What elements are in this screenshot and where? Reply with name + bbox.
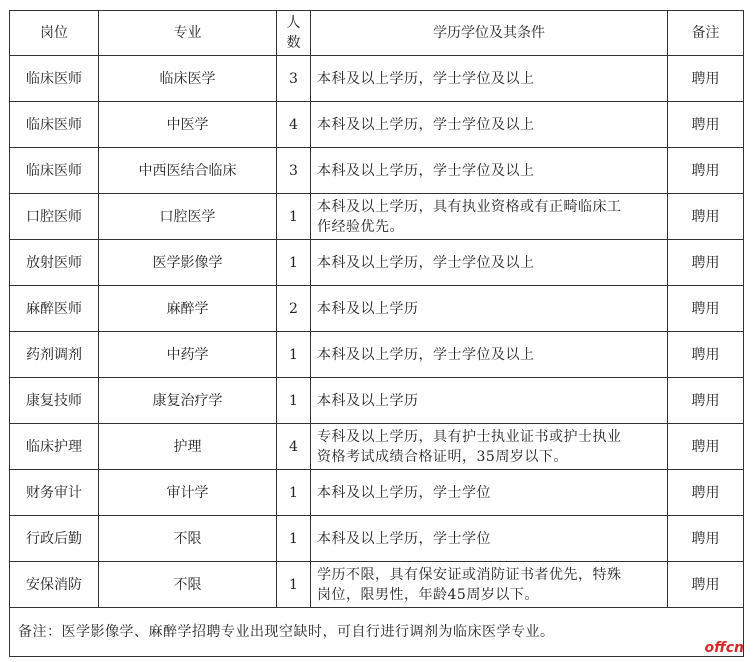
cell-remark: 聘用 — [668, 194, 744, 240]
cell-requirements — [311, 516, 668, 562]
cell-post: 药剂调剂 — [10, 332, 99, 378]
cell-count: 1 — [277, 194, 311, 240]
cell-count: 1 — [277, 240, 311, 286]
cell-count: 1 — [277, 470, 311, 516]
table-row — [10, 516, 744, 562]
cell-count: 1 — [277, 378, 311, 424]
cell-major: 护理 — [99, 424, 277, 470]
cell-count: 4 — [277, 424, 311, 470]
requirements-line: 本科及以上学历，具有执业资格或有正畸临床工 — [317, 198, 622, 215]
requirements-line: 本科及以上学历，学士学位及以上 — [317, 70, 535, 87]
table-row — [10, 562, 744, 608]
cell-requirements — [311, 424, 668, 470]
cell-post: 临床医师 — [10, 56, 99, 102]
cell-remark: 聘用 — [668, 240, 744, 286]
requirements-line: 专科及以上学历，具有护士执业证书或护士执业 — [317, 428, 622, 445]
cell-count: 3 — [277, 56, 311, 102]
table-row — [10, 194, 744, 240]
cell-remark: 聘用 — [668, 102, 744, 148]
requirements-line: 作经验优先。 — [317, 218, 404, 235]
cell-requirements — [311, 194, 668, 240]
requirements-line: 岗位，限男性，年龄45周岁以下。 — [317, 586, 539, 603]
cell-major: 麻醉学 — [99, 286, 277, 332]
header-count — [277, 11, 311, 56]
table-row — [10, 148, 744, 194]
cell-requirements — [311, 378, 668, 424]
cell-major: 中西医结合临床 — [99, 148, 277, 194]
cell-post: 财务审计 — [10, 470, 99, 516]
cell-requirements — [311, 332, 668, 378]
requirements-line: 学历不限，具有保安证或消防证书者优先，特殊 — [317, 566, 622, 583]
cell-requirements — [311, 56, 668, 102]
cell-count: 3 — [277, 148, 311, 194]
cell-post: 康复技师 — [10, 378, 99, 424]
cell-requirements — [311, 240, 668, 286]
requirements-line: 本科及以上学历，学士学位及以上 — [317, 346, 535, 363]
cell-requirements — [311, 102, 668, 148]
cell-remark: 聘用 — [668, 148, 744, 194]
header-major: 专业 — [99, 11, 277, 56]
table-row — [10, 240, 744, 286]
cell-remark: 聘用 — [668, 470, 744, 516]
cell-post: 临床医师 — [10, 148, 99, 194]
requirements-line: 本科及以上学历，学士学位及以上 — [317, 116, 535, 133]
requirements-line: 本科及以上学历 — [317, 300, 419, 317]
cell-major: 口腔医学 — [99, 194, 277, 240]
cell-post: 放射医师 — [10, 240, 99, 286]
cell-count: 1 — [277, 516, 311, 562]
table-row — [10, 56, 744, 102]
table-row — [10, 286, 744, 332]
requirements-line: 本科及以上学历，学士学位 — [317, 530, 491, 547]
requirements-line: 本科及以上学历，学士学位 — [317, 484, 491, 501]
cell-remark: 聘用 — [668, 332, 744, 378]
requirements-line: 本科及以上学历 — [317, 392, 419, 409]
offcn-watermark: offcn — [704, 640, 744, 656]
cell-remark: 聘用 — [668, 424, 744, 470]
cell-post: 临床医师 — [10, 102, 99, 148]
table-row — [10, 424, 744, 470]
cell-post: 口腔医师 — [10, 194, 99, 240]
cell-remark: 聘用 — [668, 56, 744, 102]
cell-count: 4 — [277, 102, 311, 148]
table-row — [10, 102, 744, 148]
header-remark: 备注 — [668, 11, 744, 56]
header-count-line1: 人 — [286, 15, 301, 31]
cell-requirements — [311, 562, 668, 608]
table-row — [10, 470, 744, 516]
cell-count: 1 — [277, 332, 311, 378]
cell-post: 行政后勤 — [10, 516, 99, 562]
cell-major: 审计学 — [99, 470, 277, 516]
table-row — [10, 332, 744, 378]
cell-requirements — [311, 286, 668, 332]
note-row — [10, 608, 744, 657]
cell-remark: 聘用 — [668, 286, 744, 332]
cell-major: 临床医学 — [99, 56, 277, 102]
requirements-line: 本科及以上学历，学士学位及以上 — [317, 162, 535, 179]
cell-major: 中医学 — [99, 102, 277, 148]
table-note: 备注：医学影像学、麻醉学招聘专业出现空缺时，可自行进行调剂为临床医学专业。 — [10, 608, 744, 657]
cell-post: 麻醉医师 — [10, 286, 99, 332]
cell-major: 医学影像学 — [99, 240, 277, 286]
table-header-row — [10, 11, 744, 56]
cell-count: 1 — [277, 562, 311, 608]
cell-count: 2 — [277, 286, 311, 332]
table-row — [10, 378, 744, 424]
header-count-line2: 数 — [286, 35, 301, 51]
cell-post: 临床护理 — [10, 424, 99, 470]
requirements-line: 资格考试成绩合格证明，35周岁以下。 — [317, 448, 568, 465]
recruitment-table — [9, 10, 744, 657]
cell-requirements — [311, 470, 668, 516]
header-requirements: 学历学位及其条件 — [311, 11, 668, 56]
cell-major: 不限 — [99, 562, 277, 608]
cell-major: 不限 — [99, 516, 277, 562]
cell-remark: 聘用 — [668, 516, 744, 562]
cell-post: 安保消防 — [10, 562, 99, 608]
cell-remark: 聘用 — [668, 378, 744, 424]
cell-major: 中药学 — [99, 332, 277, 378]
header-post: 岗位 — [10, 11, 99, 56]
requirements-line: 本科及以上学历，学士学位及以上 — [317, 254, 535, 271]
cell-remark: 聘用 — [668, 562, 744, 608]
cell-major: 康复治疗学 — [99, 378, 277, 424]
cell-requirements — [311, 148, 668, 194]
